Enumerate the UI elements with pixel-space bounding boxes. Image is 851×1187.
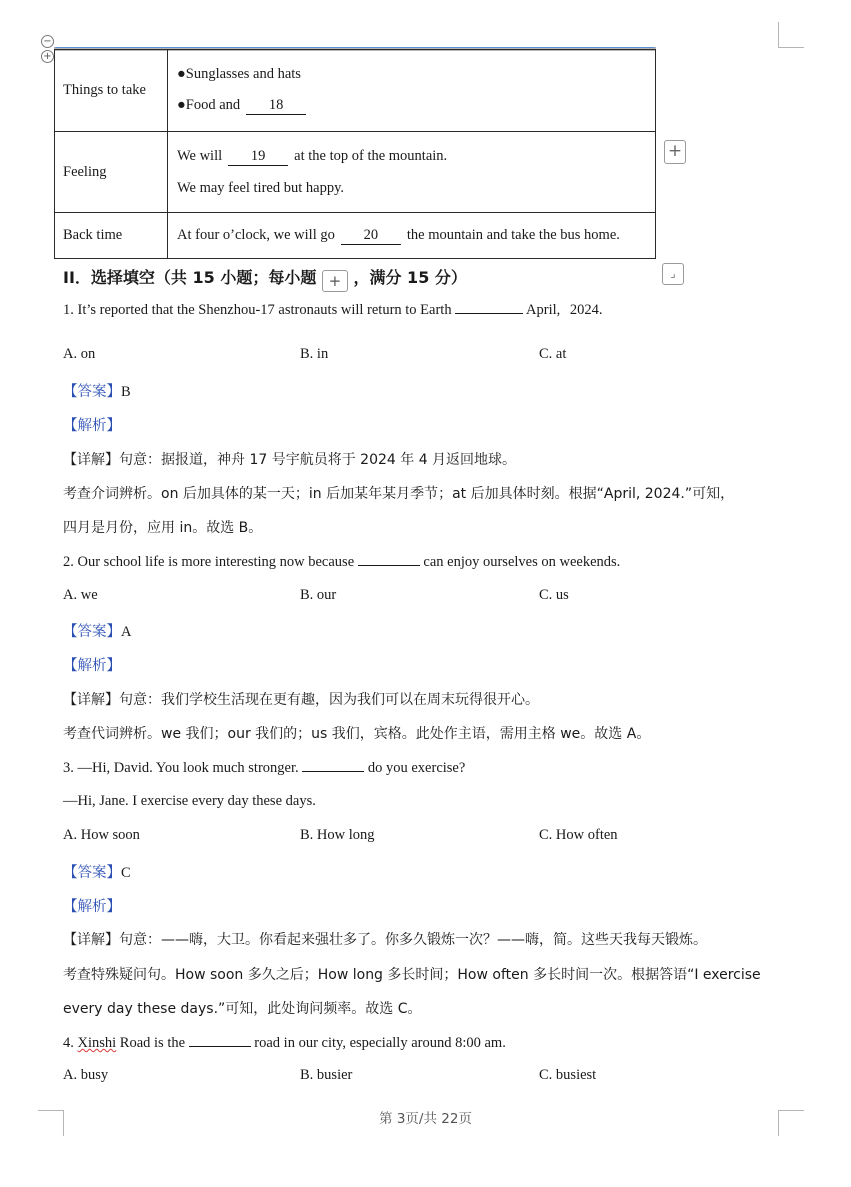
explain-line: 考查代词辨析。we 我们；our 我们的；us 我们，宾格。此处作主语，需用主格 we。故选 A。 (63, 726, 651, 742)
explain-line: 考查介词辨析。on 后加具体的某一天；in 后加某年某月季节；at 后加具体时刻。根据“April, 2024.”可知， (63, 486, 735, 502)
spellcheck-word[interactable]: Xinshi (77, 1035, 117, 1051)
answer-line: 【答案】A (63, 624, 132, 640)
collapse-icon[interactable]: − (41, 35, 54, 48)
answer-blank (455, 300, 523, 314)
add-column-icon[interactable]: + (664, 140, 686, 164)
table-row (55, 132, 656, 213)
answer-line: 【答案】C (63, 865, 131, 881)
cell-line: ●Sunglasses and hats (177, 66, 301, 82)
info-table (54, 49, 656, 259)
option-a: A. on (63, 346, 96, 362)
analysis-label: 【解析】 (63, 418, 121, 434)
option-a: A. we (63, 587, 98, 603)
option-c: C. us (539, 587, 569, 603)
option-a: A. busy (63, 1067, 109, 1083)
analysis-label: 【解析】 (63, 658, 121, 674)
option-c: C. busiest (539, 1067, 597, 1083)
detail-line: 【详解】句意：据报道，神舟 17 号宇航员将于 2024 年 4 月返回地球。 (63, 452, 517, 468)
question-1-stem: 1. It’s reported that the Shenzhou-17 astronauts will return to Earth April, 2024. (63, 302, 603, 318)
answer-blank (302, 758, 364, 772)
explain-line: 考查特殊疑问句。How soon 多久之后；How long 多长时间；How often 多长时间一次。根据答语“I exercise (63, 967, 761, 983)
blank-20: 20 (341, 227, 401, 245)
question-3-reply: —Hi, Jane. I exercise every day these days. (63, 793, 316, 809)
explain-line: every day these days.”可知，此处询问频率。故选 C。 (63, 1001, 422, 1017)
analysis-label: 【解析】 (63, 899, 121, 915)
blank-18: 18 (246, 97, 306, 115)
crop-mark-top-right (778, 22, 804, 48)
detail-line: 【详解】句意：——嗨，大卫。你看起来强壮多了。你多久锻炼一次？——嗨，简。这些天我每天锻炼。 (63, 932, 707, 948)
table-cell-label: Feeling (55, 132, 168, 213)
option-b: B. How long (300, 827, 375, 843)
detail-line: 【详解】句意：我们学校生活现在更有趣，因为我们可以在周末玩得很开心。 (63, 692, 539, 708)
question-3-stem: 3. —Hi, David. You look much stronger. do you exercise? (63, 760, 466, 776)
question-2-stem: 2. Our school life is more interesting now because can enjoy ourselves on weekends. (63, 554, 621, 570)
table-cell-value (168, 213, 656, 259)
table-row (55, 213, 656, 259)
explain-line: 四月是月份，应用 in。故选 B。 (63, 520, 263, 536)
page-footer: 第 3页/共 22页 (379, 1111, 472, 1127)
option-c: C. at (539, 346, 567, 362)
cell-line: ●Food and 18 (177, 97, 655, 115)
table-cell-value (168, 132, 656, 213)
table-cell-label: Back time (55, 213, 168, 259)
option-a: A. How soon (63, 827, 140, 843)
option-b: B. our (300, 587, 337, 603)
table-row (55, 50, 656, 132)
option-b: B. in (300, 346, 329, 362)
table-cell-label: Things to take (55, 50, 168, 132)
option-b: B. busier (300, 1067, 353, 1083)
layout-options-icon[interactable]: ⌟ (662, 263, 684, 285)
answer-line: 【答案】B (63, 384, 131, 400)
answer-blank (189, 1033, 251, 1047)
cell-line: We will 19 at the top of the mountain. (177, 147, 448, 164)
question-4-stem: 4. Xinshi Road is the road in our city, especially around 8:00 am. (63, 1035, 506, 1051)
insert-plus-icon[interactable]: + (322, 270, 348, 292)
cell-line: We may feel tired but happy. (177, 179, 344, 196)
cell-line: At four o’clock, we will go 20 the mountain and take the bus home. (177, 226, 620, 243)
blank-19: 19 (228, 148, 288, 166)
option-c: C. How often (539, 827, 618, 843)
section-heading: II．选择填空（共 15 小题；每小题 + ，满分 15 分） (63, 268, 467, 290)
table-cell-value (168, 50, 656, 132)
answer-blank (358, 552, 420, 566)
table-move-icon[interactable]: + (41, 50, 54, 63)
